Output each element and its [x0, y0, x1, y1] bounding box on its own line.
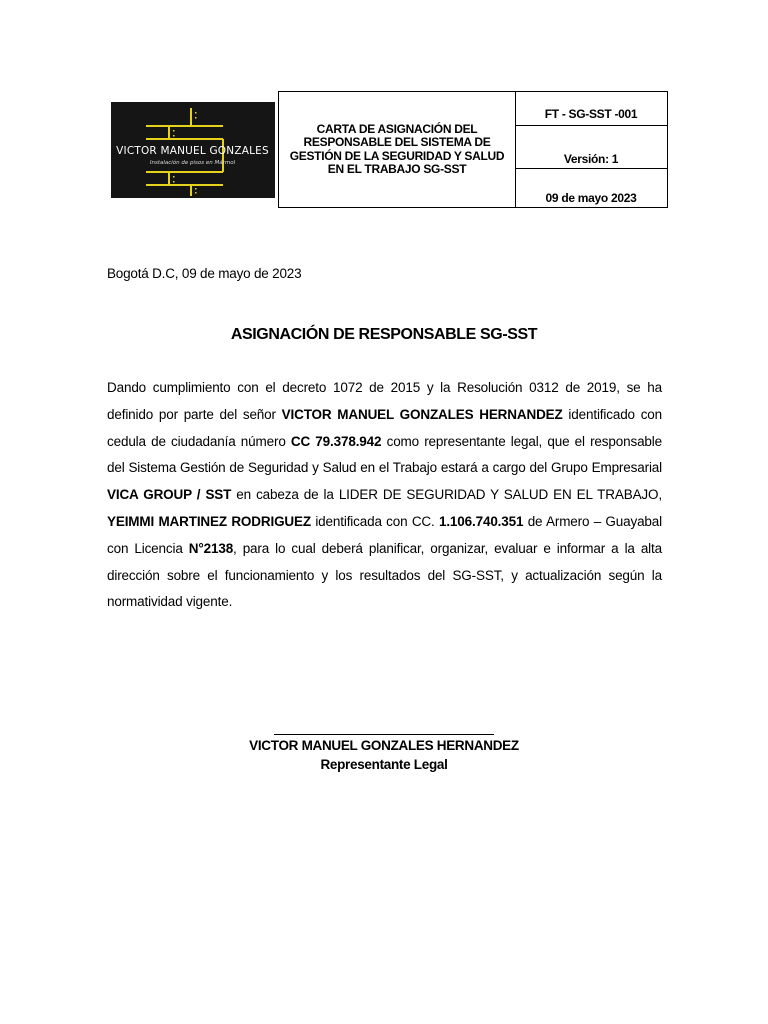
document-date: 09 de mayo 2023 [545, 191, 637, 205]
license-number: N°2138 [188, 540, 234, 556]
logo-name-text: VICTOR MANUEL GONZALES [116, 144, 269, 157]
body-text-segment: de Armero – Guayabal con Licencia [107, 513, 662, 556]
leader-id: 1.106.740.351 [438, 513, 524, 529]
sst-leader-name: YEIMMI MARTINEZ RODRIGUEZ [107, 513, 311, 529]
header-title: CARTA DE ASIGNACIÓN DEL RESPONSABLE DEL SISTEMA DE GESTIÓN DE LA SEGURIDAD Y SALUD EN EL TRABAJO SG-SST [289, 121, 505, 176]
header-title-cell [278, 91, 516, 208]
representative-id: CC 79.378.942 [290, 433, 382, 449]
document-header [107, 91, 668, 208]
body-paragraph [107, 375, 662, 616]
signatory-role: Representante Legal [320, 757, 448, 772]
body-text-segment: identificado con cedula de ciudadanía número [107, 406, 663, 449]
legal-representative-name: VICTOR MANUEL GONZALES HERNANDEZ [281, 406, 563, 422]
city-date: Bogotá D.C, 09 de mayo de 2023 [107, 266, 302, 281]
document-title: ASIGNACIÓN DE RESPONSABLE SG-SST [230, 326, 538, 343]
meta-divider [515, 168, 667, 169]
body-text-segment: Dando cumplimiento con el decreto 1072 de 2015 y la Resolución 0312 de 2019, se ha definido por parte del señor [107, 380, 662, 422]
header-meta-cell [515, 91, 668, 208]
company-name: VICA GROUP / SST [107, 487, 232, 503]
body-text-segment: identificada con CC. [310, 513, 439, 529]
company-logo [111, 102, 275, 198]
document-code: FT - SG-SST -001 [544, 107, 638, 121]
body-text-segment: , para lo cual deberá planificar, organizar, evaluar e informar a la alta dirección sobre el funcionamiento y los resultados del SG-SST, y actualización según la normatividad vigente. [107, 540, 662, 610]
signatory-name: VICTOR MANUEL GONZALES HERNANDEZ [249, 738, 519, 753]
signature-line [274, 734, 494, 735]
body-text-segment: como representante legal, que el responsable del Sistema Gestión de Seguridad y Salud en el Trabajo estará a cargo del Grupo Empresarial [107, 433, 662, 476]
meta-divider [515, 125, 667, 126]
logo-tagline: Instalación de pisos en Mármol [149, 159, 236, 166]
logo-cell [107, 91, 278, 208]
document-version: Versión: 1 [563, 152, 619, 166]
body-text-segment: en cabeza de la LIDER DE SEGURIDAD Y SALUD EN EL TRABAJO, [231, 487, 662, 503]
